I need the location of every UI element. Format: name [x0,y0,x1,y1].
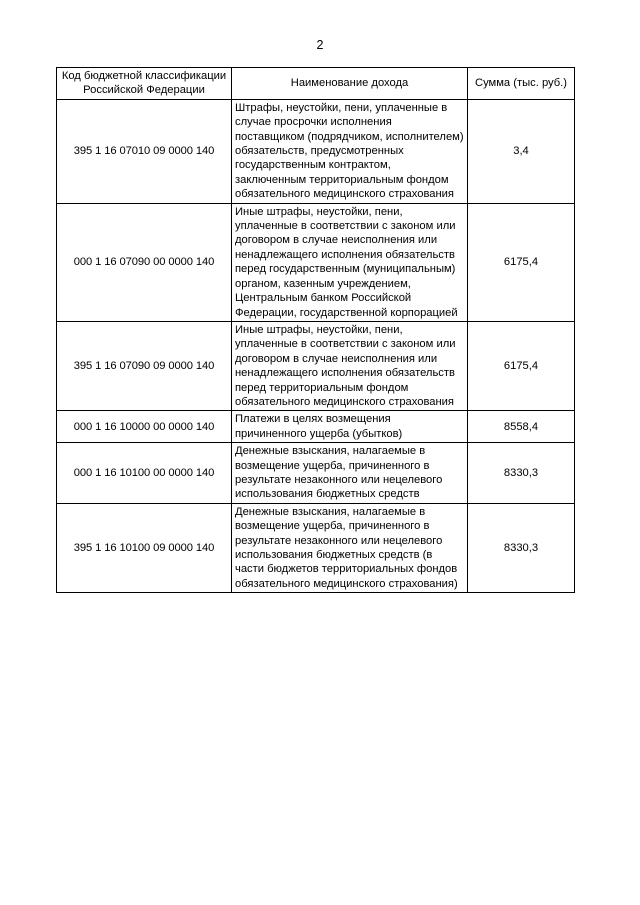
amount-cell: 8330,3 [468,443,575,504]
amount-cell: 6175,4 [468,321,575,410]
revenue-table [56,67,575,593]
page-number: 2 [316,38,324,52]
header-budget-code: Код бюджетной классификации Российской Федерации [57,68,232,100]
amount-cell: 8558,4 [468,411,575,443]
amount-cell: 6175,4 [468,203,575,321]
budget-code-cell: 395 1 16 07090 09 0000 140 [57,321,232,410]
revenue-name-cell: Денежные взыскания, налагаемые в возмещение ущерба, причиненного в результате незаконного или нецелевого использования бюджетных средств [232,443,468,504]
budget-code-cell: 395 1 16 10100 09 0000 140 [57,503,232,592]
table-row [57,411,575,443]
budget-code-cell: 000 1 16 07090 00 0000 140 [57,203,232,321]
table-row [57,99,575,203]
table-header-row [57,68,575,100]
table-row [57,321,575,410]
revenue-name-cell: Иные штрафы, неустойки, пени, уплаченные в соответствии с законом или договором в случае неисполнения или ненадлежащего исполнения обязательств перед государственным (муниципальным) органом, казенным учреждением, Центральным банком Российской Федерации, государственной корпорацией [232,203,468,321]
amount-cell: 8330,3 [468,503,575,592]
revenue-name-cell: Платежи в целях возмещения причиненного ущерба (убытков) [232,411,468,443]
revenue-name-cell: Штрафы, неустойки, пени, уплаченные в случае просрочки исполнения поставщиком (подрядчиком, исполнителем) обязательств, предусмотренных государственным контрактом, заключенным территориальным фондом обязательного медицинского страхования [232,99,468,203]
budget-code-cell: 000 1 16 10000 00 0000 140 [57,411,232,443]
revenue-name-cell: Иные штрафы, неустойки, пени, уплаченные в соответствии с законом или договором в случае неисполнения или ненадлежащего исполнения обязательств перед территориальным фондом обязательного медицинского страхования [232,321,468,410]
table-row [57,503,575,592]
header-revenue-name: Наименование дохода [232,68,468,100]
budget-code-cell: 395 1 16 07010 09 0000 140 [57,99,232,203]
table-row [57,443,575,504]
budget-code-cell: 000 1 16 10100 00 0000 140 [57,443,232,504]
amount-cell: 3,4 [468,99,575,203]
revenue-name-cell: Денежные взыскания, налагаемые в возмещение ущерба, причиненного в результате незаконного или нецелевого использования бюджетных средств (в части бюджетов территориальных фондов обязательного медицинского страхования) [232,503,468,592]
header-amount: Сумма (тыс. руб.) [468,68,575,100]
table-row [57,203,575,321]
